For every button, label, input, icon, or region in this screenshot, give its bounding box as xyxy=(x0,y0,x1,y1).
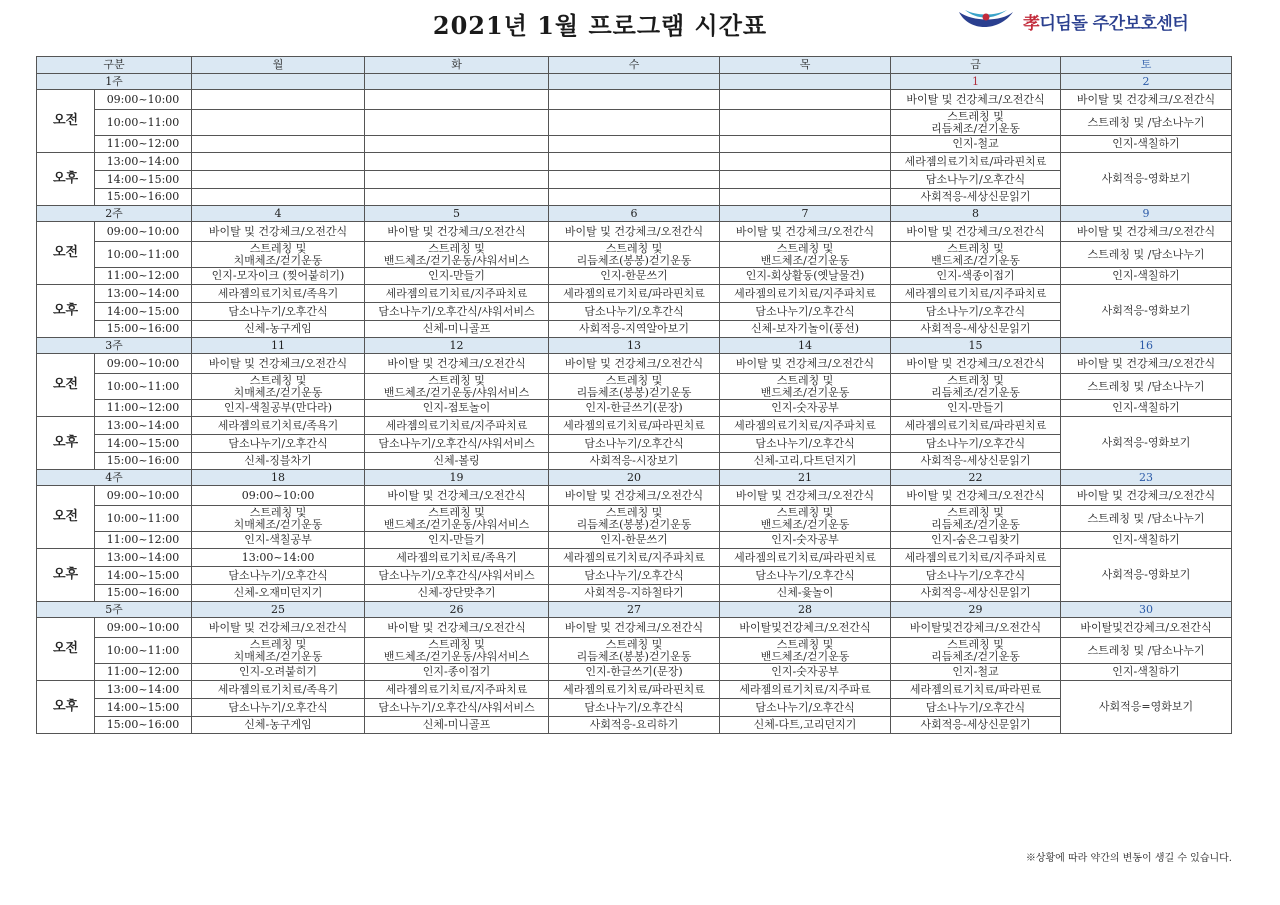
program-cell: 스트레칭 및 밴드체조/걷기운동 xyxy=(891,242,1061,268)
schedule-row xyxy=(37,453,1232,470)
program-cell: 담소나누기/오후간식 xyxy=(192,303,365,321)
header-row xyxy=(37,57,1232,74)
program-cell xyxy=(720,189,891,206)
program-cell: 세라젬의료기치료/지주파치료 xyxy=(365,417,549,435)
program-cell: 인지-색칠하기 xyxy=(1061,400,1232,417)
week-header-row xyxy=(37,74,1232,90)
date-cell: 11 xyxy=(192,338,365,354)
program-cell: 스트레칭 및 밴드체조/걷기운동 xyxy=(720,242,891,268)
header-day: 목 xyxy=(720,57,891,74)
program-cell xyxy=(192,171,365,189)
date-cell: 29 xyxy=(891,602,1061,618)
program-cell: 담소나누기/오후간식 xyxy=(549,435,720,453)
schedule-row xyxy=(37,699,1232,717)
schedule-row xyxy=(37,506,1232,532)
program-cell: 신체-장단맞추기 xyxy=(365,585,549,602)
program-cell: 담소나누기/오후간식 xyxy=(192,567,365,585)
time-cell: 14:00~15:00 xyxy=(95,435,192,453)
schedule-row xyxy=(37,717,1232,734)
program-cell: 신체-볼링 xyxy=(365,453,549,470)
program-cell: 사회적응-요리하기 xyxy=(549,717,720,734)
time-cell: 13:00~14:00 xyxy=(95,417,192,435)
date-cell: 8 xyxy=(891,206,1061,222)
program-cell: 인지-한문쓰기 xyxy=(549,532,720,549)
date-cell: 18 xyxy=(192,470,365,486)
saturday-pm-cell: 사회적응-영화보기 xyxy=(1061,549,1232,602)
date-cell: 27 xyxy=(549,602,720,618)
program-cell: 인지-숫자공부 xyxy=(720,532,891,549)
time-cell: 11:00~12:00 xyxy=(95,532,192,549)
period-am-label: 오전 xyxy=(37,222,95,285)
program-cell: 세라젬의료기치료/지주파료 xyxy=(720,681,891,699)
schedule-row xyxy=(37,664,1232,681)
program-cell: 09:00~10:00 xyxy=(192,486,365,506)
program-cell: 바이탈 및 건강체크/오전간식 xyxy=(720,354,891,374)
program-cell: 사회적응-세상신문읽기 xyxy=(891,585,1061,602)
schedule-row xyxy=(37,486,1232,506)
date-cell: 30 xyxy=(1061,602,1232,618)
program-cell: 스트레칭 및 밴드체조/걷기운동/샤워서비스 xyxy=(365,242,549,268)
time-cell: 15:00~16:00 xyxy=(95,717,192,734)
program-cell xyxy=(365,153,549,171)
program-cell: 스트레칭 및 /담소나누기 xyxy=(1061,242,1232,268)
program-cell: 세라젬의료기치료/지주파치료 xyxy=(549,549,720,567)
schedule-row xyxy=(37,303,1232,321)
schedule-row xyxy=(37,136,1232,153)
program-cell: 세라젬의료기치료/지주파치료 xyxy=(891,285,1061,303)
program-cell: 바이탈 및 건강체크/오전간식 xyxy=(1061,354,1232,374)
date-cell xyxy=(365,74,549,90)
time-cell: 14:00~15:00 xyxy=(95,567,192,585)
program-cell: 인지-모자이크 (찢어붙히기) xyxy=(192,268,365,285)
logo-emblem-icon xyxy=(955,8,1017,34)
header-day: 수 xyxy=(549,57,720,74)
program-cell: 담소나누기/오후간식 xyxy=(720,435,891,453)
program-cell: 담소나누기/오후간식/샤워서비스 xyxy=(365,435,549,453)
time-cell: 10:00~11:00 xyxy=(95,506,192,532)
program-cell: 인지-색칠하기 xyxy=(1061,136,1232,153)
program-cell: 인지-한글쓰기(문장) xyxy=(549,664,720,681)
program-cell xyxy=(549,90,720,110)
program-cell: 세라젬의료기치료/족욕기 xyxy=(192,417,365,435)
week-header-row xyxy=(37,602,1232,618)
program-cell: 담소나누기/오후간식/샤워서비스 xyxy=(365,303,549,321)
program-cell: 담소나누기/오후간식 xyxy=(720,567,891,585)
program-cell: 사회적응-세상신문읽기 xyxy=(891,717,1061,734)
time-cell: 14:00~15:00 xyxy=(95,303,192,321)
program-cell: 인지-철교 xyxy=(891,664,1061,681)
program-cell xyxy=(549,171,720,189)
program-cell: 인지-색칠하기 xyxy=(1061,532,1232,549)
program-cell: 바이탈및건강체크/오전간식 xyxy=(891,618,1061,638)
program-cell: 세라젬의료기치료/파라핀치료 xyxy=(891,153,1061,171)
time-cell: 10:00~11:00 xyxy=(95,374,192,400)
program-cell: 세라젬의료기치료/족욕기 xyxy=(192,285,365,303)
program-cell: 스트레칭 및 리듬체조/걷기운동 xyxy=(891,506,1061,532)
program-cell xyxy=(549,189,720,206)
program-cell: 인지-만들기 xyxy=(365,268,549,285)
program-cell xyxy=(365,90,549,110)
saturday-pm-cell: 사회적응-영화보기 xyxy=(1061,153,1232,206)
date-cell: 16 xyxy=(1061,338,1232,354)
schedule-table xyxy=(36,56,1232,734)
time-cell: 11:00~12:00 xyxy=(95,136,192,153)
program-cell xyxy=(192,189,365,206)
program-cell xyxy=(549,110,720,136)
time-cell: 09:00~10:00 xyxy=(95,90,192,110)
schedule-row xyxy=(37,532,1232,549)
program-cell: 신체-농구게임 xyxy=(192,717,365,734)
date-cell: 21 xyxy=(720,470,891,486)
schedule-row xyxy=(37,222,1232,242)
program-cell: 바이탈 및 건강체크/오전간식 xyxy=(891,486,1061,506)
program-cell: 신체-윷놀이 xyxy=(720,585,891,602)
period-pm-label: 오후 xyxy=(37,417,95,470)
program-cell: 신체-미니골프 xyxy=(365,321,549,338)
program-cell: 담소나누기/오후간식/샤워서비스 xyxy=(365,567,549,585)
week-label: 3주 xyxy=(37,338,192,354)
program-cell: 신체-농구게임 xyxy=(192,321,365,338)
schedule-row xyxy=(37,374,1232,400)
program-cell xyxy=(192,153,365,171)
logo-hanja: 孝 xyxy=(1023,13,1040,34)
program-cell: 바이탈 및 건강체크/오전간식 xyxy=(192,222,365,242)
program-cell: 바이탈 및 건강체크/오전간식 xyxy=(365,486,549,506)
program-cell xyxy=(365,136,549,153)
program-cell: 인지-숨은그림찾기 xyxy=(891,532,1061,549)
time-cell: 15:00~16:00 xyxy=(95,585,192,602)
page-title: 2021년 1월 프로그램 시간표 xyxy=(432,11,768,40)
schedule-row xyxy=(37,638,1232,664)
date-cell xyxy=(192,74,365,90)
program-cell: 세라젬의료기치료/지주파치료 xyxy=(720,285,891,303)
schedule-row xyxy=(37,110,1232,136)
week-label: 4주 xyxy=(37,470,192,486)
schedule-row xyxy=(37,417,1232,435)
program-cell: 바이탈 및 건강체크/오전간식 xyxy=(891,354,1061,374)
program-cell xyxy=(720,110,891,136)
date-cell xyxy=(720,74,891,90)
time-cell: 10:00~11:00 xyxy=(95,242,192,268)
time-cell: 15:00~16:00 xyxy=(95,453,192,470)
period-pm-label: 오후 xyxy=(37,681,95,734)
program-cell xyxy=(720,136,891,153)
program-cell: 담소나누기/오후간식 xyxy=(549,303,720,321)
center-logo xyxy=(955,6,1188,36)
program-cell: 인지-점토놀이 xyxy=(365,400,549,417)
time-cell: 09:00~10:00 xyxy=(95,486,192,506)
program-cell: 바이탈 및 건강체크/오전간식 xyxy=(1061,222,1232,242)
program-cell: 스트레칭 및 리듬체조/걷기운동 xyxy=(891,374,1061,400)
time-cell: 15:00~16:00 xyxy=(95,189,192,206)
program-cell: 바이탈 및 건강체크/오전간식 xyxy=(891,90,1061,110)
program-cell xyxy=(192,90,365,110)
program-cell: 담소나누기/오후간식 xyxy=(192,435,365,453)
week-label: 2주 xyxy=(37,206,192,222)
time-cell: 11:00~12:00 xyxy=(95,400,192,417)
schedule-row xyxy=(37,585,1232,602)
program-cell: 스트레칭 및 리듬체조(봉봉)걷기운동 xyxy=(549,506,720,532)
program-cell: 담소나누기/오후간식 xyxy=(891,171,1061,189)
schedule-row xyxy=(37,171,1232,189)
program-cell: 인지-색칠공부 xyxy=(192,532,365,549)
program-cell: 세라젬의료기치료/지주파치료 xyxy=(365,681,549,699)
time-cell: 09:00~10:00 xyxy=(95,354,192,374)
logo-text xyxy=(1023,9,1188,34)
date-cell: 26 xyxy=(365,602,549,618)
header-day: 화 xyxy=(365,57,549,74)
program-cell xyxy=(365,171,549,189)
time-cell: 10:00~11:00 xyxy=(95,110,192,136)
period-am-label: 오전 xyxy=(37,486,95,549)
schedule-row xyxy=(37,268,1232,285)
date-cell: 5 xyxy=(365,206,549,222)
date-cell: 2 xyxy=(1061,74,1232,90)
program-cell: 신체-보자기놀이(풍선) xyxy=(720,321,891,338)
header-category: 구분 xyxy=(37,57,192,74)
program-cell: 사회적응-지하철타기 xyxy=(549,585,720,602)
date-cell: 15 xyxy=(891,338,1061,354)
program-cell xyxy=(720,153,891,171)
schedule-row xyxy=(37,153,1232,171)
time-cell: 11:00~12:00 xyxy=(95,664,192,681)
program-cell: 담소나누기/오후간식 xyxy=(891,303,1061,321)
date-cell: 19 xyxy=(365,470,549,486)
program-cell: 인지-한문쓰기 xyxy=(549,268,720,285)
program-cell: 스트레칭 및 리듬체조(봉봉)걷기운동 xyxy=(549,242,720,268)
schedule-row xyxy=(37,549,1232,567)
date-cell: 25 xyxy=(192,602,365,618)
date-cell: 20 xyxy=(549,470,720,486)
date-cell: 14 xyxy=(720,338,891,354)
date-cell: 7 xyxy=(720,206,891,222)
program-cell: 신체-오재미던지기 xyxy=(192,585,365,602)
program-cell: 세라젬의료기치료/족욕기 xyxy=(192,681,365,699)
program-cell: 담소나누기/오후간식/샤워서비스 xyxy=(365,699,549,717)
program-cell: 인지-색칠하기 xyxy=(1061,664,1232,681)
program-cell xyxy=(365,110,549,136)
program-cell: 담소나누기/오후간식 xyxy=(720,303,891,321)
program-cell: 스트레칭 및 치매체조/걷기운동 xyxy=(192,242,365,268)
program-cell: 스트레칭 및 치매체조/걷기운동 xyxy=(192,506,365,532)
program-cell: 바이탈 및 건강체크/오전간식 xyxy=(720,486,891,506)
program-cell: 인지-만들기 xyxy=(365,532,549,549)
program-cell: 담소나누기/오후간식 xyxy=(891,699,1061,717)
program-cell xyxy=(549,153,720,171)
program-cell: 인지-회상활동(옛날물건) xyxy=(720,268,891,285)
time-cell: 14:00~15:00 xyxy=(95,699,192,717)
program-cell: 사회적응-세상신문읽기 xyxy=(891,321,1061,338)
week-label: 1주 xyxy=(37,74,192,90)
period-am-label: 오전 xyxy=(37,90,95,153)
period-pm-label: 오후 xyxy=(37,285,95,338)
program-cell: 신체-고리,다트던지기 xyxy=(720,453,891,470)
period-pm-label: 오후 xyxy=(37,549,95,602)
program-cell: 인지-색칠공부(만다라) xyxy=(192,400,365,417)
program-cell: 세라젬의료기치료/파라핀치료 xyxy=(549,417,720,435)
program-cell: 인지-숫자공부 xyxy=(720,664,891,681)
header-day: 금 xyxy=(891,57,1061,74)
period-pm-label: 오후 xyxy=(37,153,95,206)
schedule-row xyxy=(37,681,1232,699)
week-header-row xyxy=(37,206,1232,222)
schedule-row xyxy=(37,354,1232,374)
program-cell: 스트레칭 및 치매체조/걷기운동 xyxy=(192,638,365,664)
program-cell: 담소나누기/오후간식 xyxy=(549,699,720,717)
program-cell: 바이탈 및 건강체크/오전간식 xyxy=(192,618,365,638)
program-cell: 스트레칭 및 밴드체조/걷기운동/샤워서비스 xyxy=(365,638,549,664)
schedule-row xyxy=(37,189,1232,206)
program-cell: 인지-철교 xyxy=(891,136,1061,153)
header-day: 월 xyxy=(192,57,365,74)
program-cell: 사회적응-세상신문읽기 xyxy=(891,189,1061,206)
program-cell: 13:00~14:00 xyxy=(192,549,365,567)
program-cell xyxy=(549,136,720,153)
program-cell: 세라젬의료기치료/지주파치료 xyxy=(891,549,1061,567)
program-cell: 담소나누기/오후간식 xyxy=(192,699,365,717)
program-cell: 스트레칭 및 밴드체조/걷기운동 xyxy=(720,374,891,400)
program-cell: 세라젬의료기치료/지주파치료 xyxy=(365,285,549,303)
program-cell: 세라젬의료기치료/지주파치료 xyxy=(720,417,891,435)
footnote: ※상황에 따라 약간의 변동이 생길 수 있습니다. xyxy=(1025,853,1232,864)
program-cell: 바이탈 및 건강체크/오전간식 xyxy=(549,354,720,374)
program-cell: 스트레칭 및 밴드체조/걷기운동 xyxy=(720,506,891,532)
program-cell: 사회적응-시장보기 xyxy=(549,453,720,470)
program-cell: 세라젬의료기치료/파라핀치료 xyxy=(549,681,720,699)
program-cell: 신체-미니골프 xyxy=(365,717,549,734)
program-cell: 세라젬의료기치료/파라핀치료 xyxy=(549,285,720,303)
time-cell: 13:00~14:00 xyxy=(95,153,192,171)
saturday-pm-cell: 사회적응-영화보기 xyxy=(1061,285,1232,338)
program-cell: 스트레칭 및 리듬체조(봉봉)걷기운동 xyxy=(549,374,720,400)
program-cell: 스트레칭 및 /담소나누기 xyxy=(1061,638,1232,664)
program-cell: 담소나누기/오후간식 xyxy=(891,435,1061,453)
program-cell: 바이탈 및 건강체크/오전간식 xyxy=(549,618,720,638)
time-cell: 15:00~16:00 xyxy=(95,321,192,338)
date-cell xyxy=(549,74,720,90)
program-cell: 스트레칭 및 /담소나누기 xyxy=(1061,110,1232,136)
program-cell xyxy=(720,171,891,189)
program-cell: 인지-한글쓰기(문장) xyxy=(549,400,720,417)
program-cell: 스트레칭 및 /담소나누기 xyxy=(1061,506,1232,532)
program-cell: 세라젬의료기치료/족욕기 xyxy=(365,549,549,567)
program-cell: 바이탈 및 건강체크/오전간식 xyxy=(1061,486,1232,506)
date-cell: 13 xyxy=(549,338,720,354)
period-am-label: 오전 xyxy=(37,618,95,681)
program-cell: 인지-색종이접기 xyxy=(891,268,1061,285)
program-cell: 신체-다트,고리던지기 xyxy=(720,717,891,734)
date-cell: 6 xyxy=(549,206,720,222)
program-cell: 스트레칭 및 밴드체조/걷기운동 xyxy=(720,638,891,664)
schedule-row xyxy=(37,400,1232,417)
program-cell xyxy=(720,90,891,110)
date-cell: 28 xyxy=(720,602,891,618)
date-cell: 9 xyxy=(1061,206,1232,222)
program-cell: 담소나누기/오후간식 xyxy=(720,699,891,717)
program-cell xyxy=(192,110,365,136)
program-cell: 담소나누기/오후간식 xyxy=(891,567,1061,585)
program-cell: 사회적응-세상신문읽기 xyxy=(891,453,1061,470)
program-cell: 바이탈 및 건강체크/오전간식 xyxy=(549,486,720,506)
program-cell: 바이탈 및 건강체크/오전간식 xyxy=(891,222,1061,242)
program-cell: 스트레칭 및 /담소나누기 xyxy=(1061,374,1232,400)
schedule-row xyxy=(37,242,1232,268)
schedule-row xyxy=(37,567,1232,585)
logo-name: 디딤돌 주간보호센터 xyxy=(1039,13,1189,34)
program-cell: 세라젬의료기치료/파라핀치료 xyxy=(891,417,1061,435)
week-label: 5주 xyxy=(37,602,192,618)
program-cell: 인지-오려붙히기 xyxy=(192,664,365,681)
program-cell: 스트레칭 및 밴드체조/걷기운동/샤워서비스 xyxy=(365,374,549,400)
schedule-row xyxy=(37,435,1232,453)
time-cell: 13:00~14:00 xyxy=(95,549,192,567)
date-cell: 4 xyxy=(192,206,365,222)
schedule-row xyxy=(37,90,1232,110)
date-cell: 12 xyxy=(365,338,549,354)
schedule-row xyxy=(37,321,1232,338)
saturday-pm-cell: 사회적응=영화보기 xyxy=(1061,681,1232,734)
time-cell: 14:00~15:00 xyxy=(95,171,192,189)
program-cell: 스트레칭 및 리듬체조/걷기운동 xyxy=(891,110,1061,136)
header-day: 토 xyxy=(1061,57,1232,74)
date-cell: 23 xyxy=(1061,470,1232,486)
program-cell: 바이탈 및 건강체크/오전간식 xyxy=(192,354,365,374)
program-cell: 인지-숫자공부 xyxy=(720,400,891,417)
program-cell: 사회적응-지역알아보기 xyxy=(549,321,720,338)
program-cell: 스트레칭 및 리듬체조/걷기운동 xyxy=(891,638,1061,664)
period-am-label: 오전 xyxy=(37,354,95,417)
schedule-row xyxy=(37,285,1232,303)
program-cell: 바이탈 및 건강체크/오전간식 xyxy=(365,618,549,638)
program-cell: 세라젬의료기치료/파라핀료 xyxy=(891,681,1061,699)
time-cell: 09:00~10:00 xyxy=(95,222,192,242)
time-cell: 10:00~11:00 xyxy=(95,638,192,664)
date-cell: 22 xyxy=(891,470,1061,486)
time-cell: 13:00~14:00 xyxy=(95,285,192,303)
program-cell xyxy=(365,189,549,206)
program-cell: 담소나누기/오후간식 xyxy=(549,567,720,585)
program-cell: 스트레칭 및 치매체조/걷기운동 xyxy=(192,374,365,400)
week-header-row xyxy=(37,338,1232,354)
program-cell: 신체-징블차기 xyxy=(192,453,365,470)
schedule-row xyxy=(37,618,1232,638)
time-cell: 13:00~14:00 xyxy=(95,681,192,699)
program-cell: 바이탈및건강체크/오전간식 xyxy=(720,618,891,638)
program-cell: 바이탈및건강체크/오전간식 xyxy=(1061,618,1232,638)
program-cell: 인지-만들기 xyxy=(891,400,1061,417)
program-cell xyxy=(192,136,365,153)
program-cell: 바이탈 및 건강체크/오전간식 xyxy=(549,222,720,242)
program-cell: 스트레칭 및 리듬체조(봉봉)걷기운동 xyxy=(549,638,720,664)
saturday-pm-cell: 사회적응-영화보기 xyxy=(1061,417,1232,470)
program-cell: 세라젬의료기치료/파라핀치료 xyxy=(720,549,891,567)
program-cell: 인지-종이접기 xyxy=(365,664,549,681)
program-cell: 인지-색칠하기 xyxy=(1061,268,1232,285)
program-cell: 바이탈 및 건강체크/오전간식 xyxy=(365,354,549,374)
program-cell: 바이탈 및 건강체크/오전간식 xyxy=(720,222,891,242)
time-cell: 11:00~12:00 xyxy=(95,268,192,285)
program-cell: 바이탈 및 건강체크/오전간식 xyxy=(365,222,549,242)
program-cell: 바이탈 및 건강체크/오전간식 xyxy=(1061,90,1232,110)
time-cell: 09:00~10:00 xyxy=(95,618,192,638)
program-cell: 스트레칭 및 밴드체조/걷기운동/샤워서비스 xyxy=(365,506,549,532)
week-header-row xyxy=(37,470,1232,486)
date-cell: 1 xyxy=(891,74,1061,90)
